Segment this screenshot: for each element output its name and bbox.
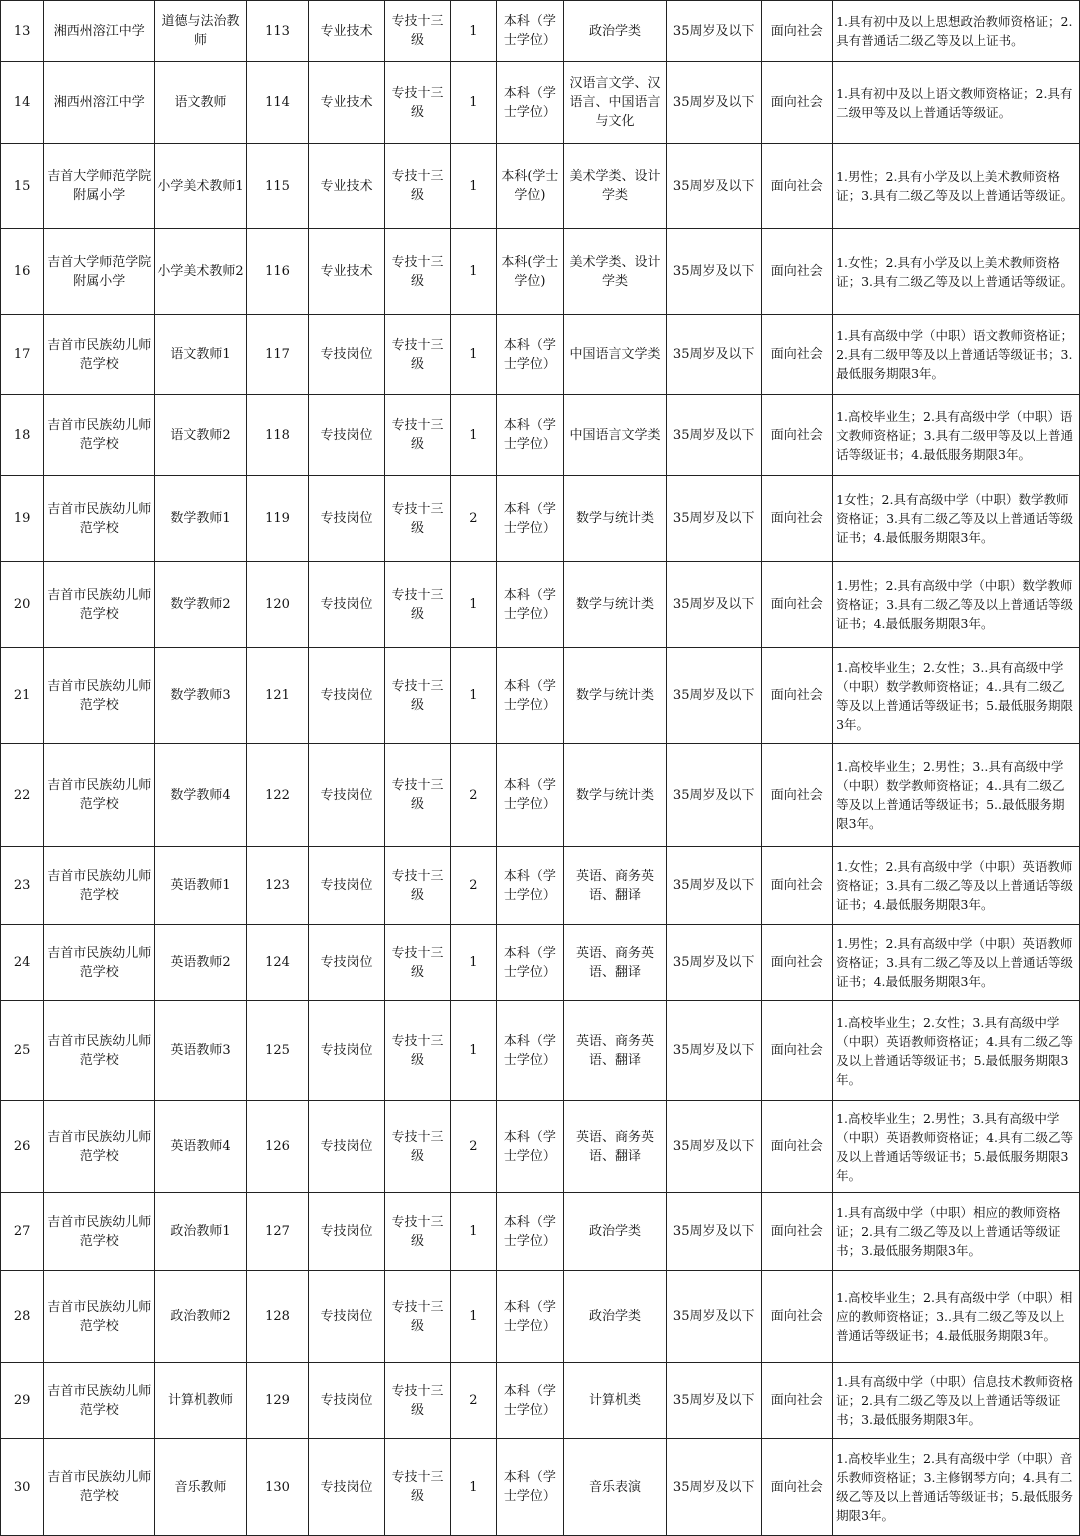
code-cell: 119	[246, 476, 308, 562]
category-cell: 专技岗位	[309, 1271, 385, 1363]
seq-cell: 15	[1, 144, 44, 229]
major-cell: 数学与统计类	[564, 562, 667, 648]
age-cell: 35周岁及以下	[666, 1193, 761, 1271]
count-cell: 2	[451, 476, 496, 562]
level-cell: 专技十三级	[384, 1363, 450, 1439]
code-cell: 129	[246, 1363, 308, 1439]
unit-cell: 吉首市民族幼儿师范学校	[44, 648, 155, 744]
requirements-cell: 1.具有高级中学（中职）相应的教师资格证；2.具有二级乙等及以上普通话等级证书；3.最低服务期限3年。	[833, 1193, 1080, 1271]
target-cell: 面向社会	[761, 1101, 833, 1193]
post-cell: 数学教师4	[155, 744, 247, 847]
seq-cell: 24	[1, 925, 44, 1001]
unit-cell: 吉首市民族幼儿师范学校	[44, 1001, 155, 1101]
major-cell: 美术学类、设计学类	[564, 229, 667, 315]
table-row	[1, 648, 1080, 744]
code-cell: 114	[246, 62, 308, 144]
count-cell: 1	[451, 562, 496, 648]
major-cell: 数学与统计类	[564, 476, 667, 562]
education-cell: 本科（学士学位）	[496, 395, 564, 476]
count-cell: 1	[451, 1, 496, 62]
level-cell: 专技十三级	[384, 62, 450, 144]
age-cell: 35周岁及以下	[666, 1101, 761, 1193]
education-cell: 本科（学士学位）	[496, 562, 564, 648]
table-row	[1, 1439, 1080, 1536]
major-cell: 英语、商务英语、翻译	[564, 925, 667, 1001]
code-cell: 118	[246, 395, 308, 476]
seq-cell: 26	[1, 1101, 44, 1193]
code-cell: 124	[246, 925, 308, 1001]
unit-cell: 吉首市民族幼儿师范学校	[44, 1101, 155, 1193]
age-cell: 35周岁及以下	[666, 144, 761, 229]
count-cell: 1	[451, 1001, 496, 1101]
category-cell: 专技岗位	[309, 1439, 385, 1536]
major-cell: 政治学类	[564, 1193, 667, 1271]
target-cell: 面向社会	[761, 1193, 833, 1271]
age-cell: 35周岁及以下	[666, 1, 761, 62]
seq-cell: 29	[1, 1363, 44, 1439]
education-cell: 本科（学士学位）	[496, 476, 564, 562]
level-cell: 专技十三级	[384, 315, 450, 395]
education-cell: 本科（学士学位）	[496, 315, 564, 395]
target-cell: 面向社会	[761, 144, 833, 229]
major-cell: 政治学类	[564, 1, 667, 62]
post-cell: 数学教师3	[155, 648, 247, 744]
requirements-cell: 1.高校毕业生；2.男性；3.具有高级中学（中职）英语教师资格证；4.具有二级乙等及以上普通话等级证书；5.最低服务期限3年。	[833, 1101, 1080, 1193]
target-cell: 面向社会	[761, 648, 833, 744]
post-cell: 政治教师2	[155, 1271, 247, 1363]
seq-cell: 20	[1, 562, 44, 648]
education-cell: 本科（学士学位）	[496, 62, 564, 144]
category-cell: 专业技术	[309, 62, 385, 144]
major-cell: 政治学类	[564, 1271, 667, 1363]
category-cell: 专技岗位	[309, 315, 385, 395]
code-cell: 130	[246, 1439, 308, 1536]
count-cell: 1	[451, 648, 496, 744]
post-cell: 语文教师	[155, 62, 247, 144]
age-cell: 35周岁及以下	[666, 1001, 761, 1101]
code-cell: 127	[246, 1193, 308, 1271]
target-cell: 面向社会	[761, 1, 833, 62]
unit-cell: 吉首市民族幼儿师范学校	[44, 315, 155, 395]
education-cell: 本科（学士学位）	[496, 1001, 564, 1101]
requirements-cell: 1.具有初中及以上语文教师资格证；2.具有二级甲等及以上普通话等级证。	[833, 62, 1080, 144]
education-cell: 本科（学士学位）	[496, 847, 564, 925]
age-cell: 35周岁及以下	[666, 925, 761, 1001]
age-cell: 35周岁及以下	[666, 847, 761, 925]
post-cell: 音乐教师	[155, 1439, 247, 1536]
category-cell: 专技岗位	[309, 1001, 385, 1101]
seq-cell: 30	[1, 1439, 44, 1536]
code-cell: 115	[246, 144, 308, 229]
unit-cell: 吉首市民族幼儿师范学校	[44, 1363, 155, 1439]
target-cell: 面向社会	[761, 847, 833, 925]
major-cell: 中国语言文学类	[564, 315, 667, 395]
level-cell: 专技十三级	[384, 229, 450, 315]
target-cell: 面向社会	[761, 1439, 833, 1536]
education-cell: 本科(学士学位)	[496, 144, 564, 229]
table-row	[1, 1001, 1080, 1101]
level-cell: 专技十三级	[384, 925, 450, 1001]
seq-cell: 14	[1, 62, 44, 144]
unit-cell: 吉首市民族幼儿师范学校	[44, 395, 155, 476]
unit-cell: 吉首市民族幼儿师范学校	[44, 476, 155, 562]
category-cell: 专技岗位	[309, 648, 385, 744]
category-cell: 专技岗位	[309, 925, 385, 1001]
code-cell: 121	[246, 648, 308, 744]
post-cell: 数学教师1	[155, 476, 247, 562]
education-cell: 本科(学士学位)	[496, 229, 564, 315]
requirements-cell: 1.高校毕业生；2.具有高级中学（中职）语文教师资格证；3.具有二级甲等及以上普通话等级证书；4.最低服务期限3年。	[833, 395, 1080, 476]
post-cell: 小学美术教师2	[155, 229, 247, 315]
education-cell: 本科（学士学位）	[496, 1439, 564, 1536]
unit-cell: 湘西州溶江中学	[44, 1, 155, 62]
code-cell: 123	[246, 847, 308, 925]
category-cell: 专技岗位	[309, 847, 385, 925]
table-row	[1, 562, 1080, 648]
count-cell: 2	[451, 847, 496, 925]
seq-cell: 18	[1, 395, 44, 476]
category-cell: 专业技术	[309, 229, 385, 315]
level-cell: 专技十三级	[384, 648, 450, 744]
code-cell: 116	[246, 229, 308, 315]
category-cell: 专技岗位	[309, 1101, 385, 1193]
target-cell: 面向社会	[761, 1001, 833, 1101]
table-row	[1, 1101, 1080, 1193]
count-cell: 1	[451, 144, 496, 229]
target-cell: 面向社会	[761, 315, 833, 395]
requirements-cell: 1.高校毕业生；2.具有高级中学（中职）相应的教师资格证；3..具有二级乙等及以上普通话等级证书；4.最低服务期限3年。	[833, 1271, 1080, 1363]
major-cell: 音乐表演	[564, 1439, 667, 1536]
level-cell: 专技十三级	[384, 395, 450, 476]
target-cell: 面向社会	[761, 925, 833, 1001]
major-cell: 英语、商务英语、翻译	[564, 1001, 667, 1101]
level-cell: 专技十三级	[384, 1, 450, 62]
level-cell: 专技十三级	[384, 1001, 450, 1101]
table-row	[1, 847, 1080, 925]
code-cell: 122	[246, 744, 308, 847]
requirements-cell: 1.女性；2.具有小学及以上美术教师资格证；3.具有二级乙等及以上普通话等级证。	[833, 229, 1080, 315]
seq-cell: 25	[1, 1001, 44, 1101]
table-row	[1, 1271, 1080, 1363]
post-cell: 英语教师1	[155, 847, 247, 925]
unit-cell: 湘西州溶江中学	[44, 62, 155, 144]
seq-cell: 28	[1, 1271, 44, 1363]
major-cell: 英语、商务英语、翻译	[564, 847, 667, 925]
education-cell: 本科（学士学位）	[496, 1363, 564, 1439]
education-cell: 本科（学士学位）	[496, 925, 564, 1001]
major-cell: 计算机类	[564, 1363, 667, 1439]
requirements-cell: 1女性；2.具有高级中学（中职）数学教师资格证；3.具有二级乙等及以上普通话等级证书；4.最低服务期限3年。	[833, 476, 1080, 562]
code-cell: 120	[246, 562, 308, 648]
code-cell: 125	[246, 1001, 308, 1101]
requirements-cell: 1.男性；2.具有高级中学（中职）英语教师资格证；3.具有二级乙等及以上普通话等级证书；4.最低服务期限3年。	[833, 925, 1080, 1001]
unit-cell: 吉首大学师范学院附属小学	[44, 229, 155, 315]
table-row	[1, 1, 1080, 62]
count-cell: 1	[451, 1193, 496, 1271]
category-cell: 专业技术	[309, 1, 385, 62]
table-row	[1, 395, 1080, 476]
post-cell: 小学美术教师1	[155, 144, 247, 229]
requirements-cell: 1.高校毕业生；2.男性；3..具有高级中学（中职）数学教师资格证；4..具有二级乙等及以上普通话等级证书；5..最低服务期限3年。	[833, 744, 1080, 847]
level-cell: 专技十三级	[384, 1439, 450, 1536]
age-cell: 35周岁及以下	[666, 315, 761, 395]
major-cell: 美术学类、设计学类	[564, 144, 667, 229]
post-cell: 英语教师3	[155, 1001, 247, 1101]
post-cell: 语文教师1	[155, 315, 247, 395]
post-cell: 计算机教师	[155, 1363, 247, 1439]
category-cell: 专技岗位	[309, 395, 385, 476]
education-cell: 本科（学士学位）	[496, 1193, 564, 1271]
category-cell: 专技岗位	[309, 476, 385, 562]
requirements-cell: 1.高校毕业生；2.具有高级中学（中职）音乐教师资格证；3.主修钢琴方向；4.具有二级乙等及以上普通话等级证书；5.最低服务期限3年。	[833, 1439, 1080, 1536]
requirements-cell: 1.具有高级中学（中职）信息技术教师资格证；2.具有二级乙等及以上普通话等级证书；3.最低服务期限3年。	[833, 1363, 1080, 1439]
count-cell: 2	[451, 1101, 496, 1193]
education-cell: 本科（学士学位）	[496, 1, 564, 62]
target-cell: 面向社会	[761, 562, 833, 648]
level-cell: 专技十三级	[384, 1101, 450, 1193]
table-row	[1, 744, 1080, 847]
unit-cell: 吉首市民族幼儿师范学校	[44, 925, 155, 1001]
major-cell: 英语、商务英语、翻译	[564, 1101, 667, 1193]
education-cell: 本科（学士学位）	[496, 1271, 564, 1363]
requirements-cell: 1.具有高级中学（中职）语文教师资格证；2.具有二级甲等及以上普通话等级证书；3.最低服务期限3年。	[833, 315, 1080, 395]
post-cell: 政治教师1	[155, 1193, 247, 1271]
seq-cell: 27	[1, 1193, 44, 1271]
code-cell: 113	[246, 1, 308, 62]
count-cell: 1	[451, 229, 496, 315]
count-cell: 1	[451, 62, 496, 144]
target-cell: 面向社会	[761, 1363, 833, 1439]
seq-cell: 16	[1, 229, 44, 315]
target-cell: 面向社会	[761, 1271, 833, 1363]
table-body	[1, 1, 1080, 1536]
age-cell: 35周岁及以下	[666, 744, 761, 847]
table-row	[1, 476, 1080, 562]
requirements-cell: 1.男性；2.具有高级中学（中职）数学教师资格证；3.具有二级乙等及以上普通话等级证书；4.最低服务期限3年。	[833, 562, 1080, 648]
seq-cell: 22	[1, 744, 44, 847]
level-cell: 专技十三级	[384, 1271, 450, 1363]
code-cell: 117	[246, 315, 308, 395]
seq-cell: 21	[1, 648, 44, 744]
post-cell: 数学教师2	[155, 562, 247, 648]
major-cell: 数学与统计类	[564, 744, 667, 847]
age-cell: 35周岁及以下	[666, 1439, 761, 1536]
count-cell: 2	[451, 744, 496, 847]
major-cell: 数学与统计类	[564, 648, 667, 744]
requirements-cell: 1.高校毕业生；2.女性；3.具有高级中学（中职）英语教师资格证；4.具有二级乙等及以上普通话等级证书；5.最低服务期限3年。	[833, 1001, 1080, 1101]
unit-cell: 吉首市民族幼儿师范学校	[44, 847, 155, 925]
category-cell: 专业技术	[309, 144, 385, 229]
count-cell: 1	[451, 1439, 496, 1536]
seq-cell: 19	[1, 476, 44, 562]
age-cell: 35周岁及以下	[666, 62, 761, 144]
seq-cell: 13	[1, 1, 44, 62]
table-row	[1, 1363, 1080, 1439]
code-cell: 126	[246, 1101, 308, 1193]
post-cell: 英语教师2	[155, 925, 247, 1001]
seq-cell: 17	[1, 315, 44, 395]
unit-cell: 吉首市民族幼儿师范学校	[44, 1193, 155, 1271]
level-cell: 专技十三级	[384, 562, 450, 648]
count-cell: 1	[451, 1271, 496, 1363]
age-cell: 35周岁及以下	[666, 1363, 761, 1439]
requirements-cell: 1.女性；2.具有高级中学（中职）英语教师资格证；3.具有二级乙等及以上普通话等级证书；4.最低服务期限3年。	[833, 847, 1080, 925]
requirements-cell: 1.男性；2.具有小学及以上美术教师资格证；3.具有二级乙等及以上普通话等级证。	[833, 144, 1080, 229]
count-cell: 1	[451, 315, 496, 395]
table-row	[1, 925, 1080, 1001]
category-cell: 专技岗位	[309, 562, 385, 648]
seq-cell: 23	[1, 847, 44, 925]
table-row	[1, 229, 1080, 315]
unit-cell: 吉首市民族幼儿师范学校	[44, 1439, 155, 1536]
age-cell: 35周岁及以下	[666, 562, 761, 648]
code-cell: 128	[246, 1271, 308, 1363]
age-cell: 35周岁及以下	[666, 229, 761, 315]
post-cell: 道德与法治教师	[155, 1, 247, 62]
category-cell: 专技岗位	[309, 1363, 385, 1439]
table-row	[1, 1193, 1080, 1271]
count-cell: 2	[451, 1363, 496, 1439]
level-cell: 专技十三级	[384, 744, 450, 847]
target-cell: 面向社会	[761, 229, 833, 315]
requirements-cell: 1.高校毕业生；2.女性；3..具有高级中学（中职）数学教师资格证；4..具有二级乙等及以上普通话等级证书；5.最低服务期限3年。	[833, 648, 1080, 744]
category-cell: 专技岗位	[309, 744, 385, 847]
target-cell: 面向社会	[761, 476, 833, 562]
category-cell: 专技岗位	[309, 1193, 385, 1271]
level-cell: 专技十三级	[384, 847, 450, 925]
level-cell: 专技十三级	[384, 476, 450, 562]
education-cell: 本科（学士学位）	[496, 744, 564, 847]
target-cell: 面向社会	[761, 62, 833, 144]
count-cell: 1	[451, 395, 496, 476]
count-cell: 1	[451, 925, 496, 1001]
target-cell: 面向社会	[761, 395, 833, 476]
age-cell: 35周岁及以下	[666, 395, 761, 476]
education-cell: 本科（学士学位）	[496, 648, 564, 744]
unit-cell: 吉首市民族幼儿师范学校	[44, 562, 155, 648]
post-cell: 语文教师2	[155, 395, 247, 476]
unit-cell: 吉首大学师范学院附属小学	[44, 144, 155, 229]
age-cell: 35周岁及以下	[666, 648, 761, 744]
level-cell: 专技十三级	[384, 1193, 450, 1271]
table-row	[1, 144, 1080, 229]
major-cell: 汉语言文学、汉语言、中国语言与文化	[564, 62, 667, 144]
table-row	[1, 62, 1080, 144]
education-cell: 本科（学士学位）	[496, 1101, 564, 1193]
unit-cell: 吉首市民族幼儿师范学校	[44, 744, 155, 847]
unit-cell: 吉首市民族幼儿师范学校	[44, 1271, 155, 1363]
level-cell: 专技十三级	[384, 144, 450, 229]
age-cell: 35周岁及以下	[666, 1271, 761, 1363]
table-row	[1, 315, 1080, 395]
age-cell: 35周岁及以下	[666, 476, 761, 562]
target-cell: 面向社会	[761, 744, 833, 847]
post-cell: 英语教师4	[155, 1101, 247, 1193]
major-cell: 中国语言文学类	[564, 395, 667, 476]
requirements-cell: 1.具有初中及以上思想政治教师资格证；2.具有普通话二级乙等及以上证书。	[833, 1, 1080, 62]
